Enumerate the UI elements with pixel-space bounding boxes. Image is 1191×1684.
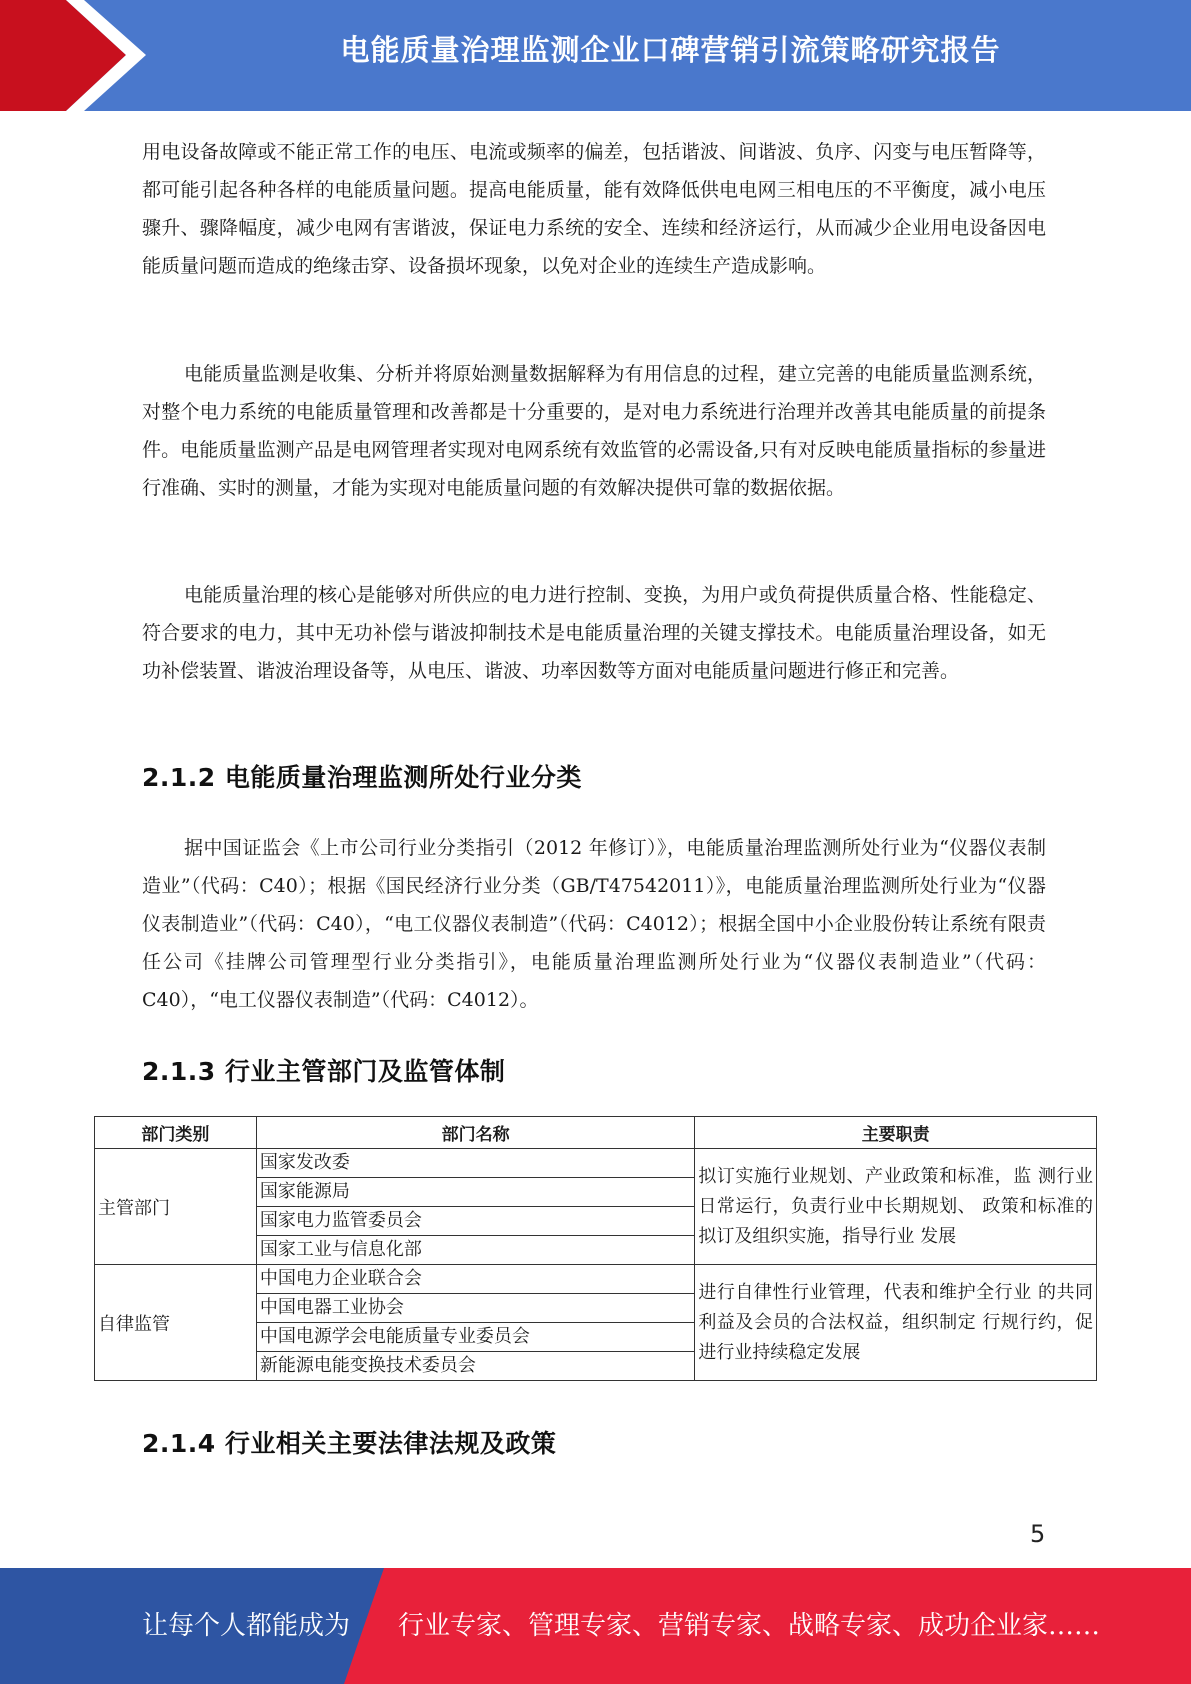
footer-banner <box>0 1568 1191 1684</box>
department-name-cell: 国家工业与信息化部 <box>256 1236 695 1265</box>
department-name-cell: 国家能源局 <box>256 1178 695 1207</box>
section-heading-2-1-3: 2.1.3 行业主管部门及监管体制 <box>142 1057 506 1086</box>
department-category-cell: 自律监管 <box>95 1265 257 1381</box>
department-name-cell: 国家电力监管委员会 <box>256 1207 695 1236</box>
footer-slogan-right: 行业专家、管理专家、营销专家、战略专家、成功企业家…… <box>398 1611 1101 1641</box>
department-name-cell: 新能源电能变换技术委员会 <box>256 1352 695 1381</box>
department-duty-cell: 进行自律性行业管理，代表和维护全行业 的共同利益及会员的合法权益，组织制定 行规行约，促进行业持续稳定发展 <box>695 1265 1097 1381</box>
department-name-cell: 中国电器工业协会 <box>256 1294 695 1323</box>
department-name-cell: 中国电源学会电能质量专业委员会 <box>256 1323 695 1352</box>
department-category-cell: 主管部门 <box>95 1149 257 1265</box>
table-header-row <box>95 1117 1097 1149</box>
regulatory-table <box>94 1116 1097 1381</box>
page-number: 5 <box>1030 1520 1046 1548</box>
section-heading-2-1-4: 2.1.4 行业相关主要法律法规及政策 <box>142 1429 557 1458</box>
table-header-cell: 部门类别 <box>95 1117 257 1149</box>
section-2-1-2-paragraph: 据中国证监会《上市公司行业分类指引（2012 年修订）》，电能质量治理监测所处行业为“仪器仪表制造业”（代码：C40）；根据《国民经济行业分类（GB/T47542011）》，电能质量治理监测所处行业为“仪器仪表制造业”（代码：C40），“电工仪器仪表制造”（代码：C4012）；根据全国中小企业股份转让系统有限责任公司《挂牌公司管理型行业分类指引》，电能质量治理监测所处行业为“仪器仪表制造业”（代码：C40），“电工仪器仪表制造”（代码：C4012）。 <box>142 837 1046 1011</box>
body-paragraph-2: 电能质量监测是收集、分析并将原始测量数据解释为有用信息的过程，建立完善的电能质量监测系统，对整个电力系统的电能质量管理和改善都是十分重要的，是对电力系统进行治理并改善其电能质量的前提条件。电能质量监测产品是电网管理者实现对电网系统有效监管的必需设备,只有对反映电能质量指标的参量进行准确、实时的测量，才能为实现对电能质量问题的有效解决提供可靠的数据依据。 <box>142 363 1046 499</box>
body-paragraph-3: 电能质量治理的核心是能够对所供应的电力进行控制、变换，为用户或负荷提供质量合格、性能稳定、符合要求的电力，其中无功补偿与谐波抑制技术是电能质量治理的关键支撑技术。电能质量治理设备，如无功补偿装置、谐波治理设备等，从电压、谐波、功率因数等方面对电能质量问题进行修正和完善。 <box>142 584 1046 682</box>
header-banner <box>0 0 1191 111</box>
table-row <box>95 1265 1097 1294</box>
section-heading-2-1-2: 2.1.2 电能质量治理监测所处行业分类 <box>142 763 582 792</box>
table-header-cell: 主要职责 <box>695 1117 1097 1149</box>
table-row <box>95 1149 1097 1178</box>
header-arrow-decoration <box>0 0 160 111</box>
department-name-cell: 中国电力企业联合会 <box>256 1265 695 1294</box>
footer-slogan-left: 让每个人都能成为 <box>142 1611 351 1641</box>
department-duty-cell: 拟订实施行业规划、产业政策和标准，监 测行业日常运行，负责行业中长期规划、 政策和标准的拟订及组织实施，指导行业 发展 <box>695 1149 1097 1265</box>
table-header-cell: 部门名称 <box>256 1117 695 1149</box>
department-name-cell: 国家发改委 <box>256 1149 695 1178</box>
body-paragraph-1: 用电设备故障或不能正常工作的电压、电流或频率的偏差，包括谐波、间谐波、负序、闪变与电压暂降等，都可能引起各种各样的电能质量问题。提高电能质量，能有效降低供电电网三相电压的不平衡度，减小电压骤升、骤降幅度，减少电网有害谐波，保证电力系统的安全、连续和经济运行，从而减少企业用电设备因电能质量问题而造成的绝缘击穿、设备损坏现象，以免对企业的连续生产造成影响。 <box>142 141 1046 277</box>
document-title: 电能质量治理监测企业口碑营销引流策略研究报告 <box>340 33 1001 67</box>
